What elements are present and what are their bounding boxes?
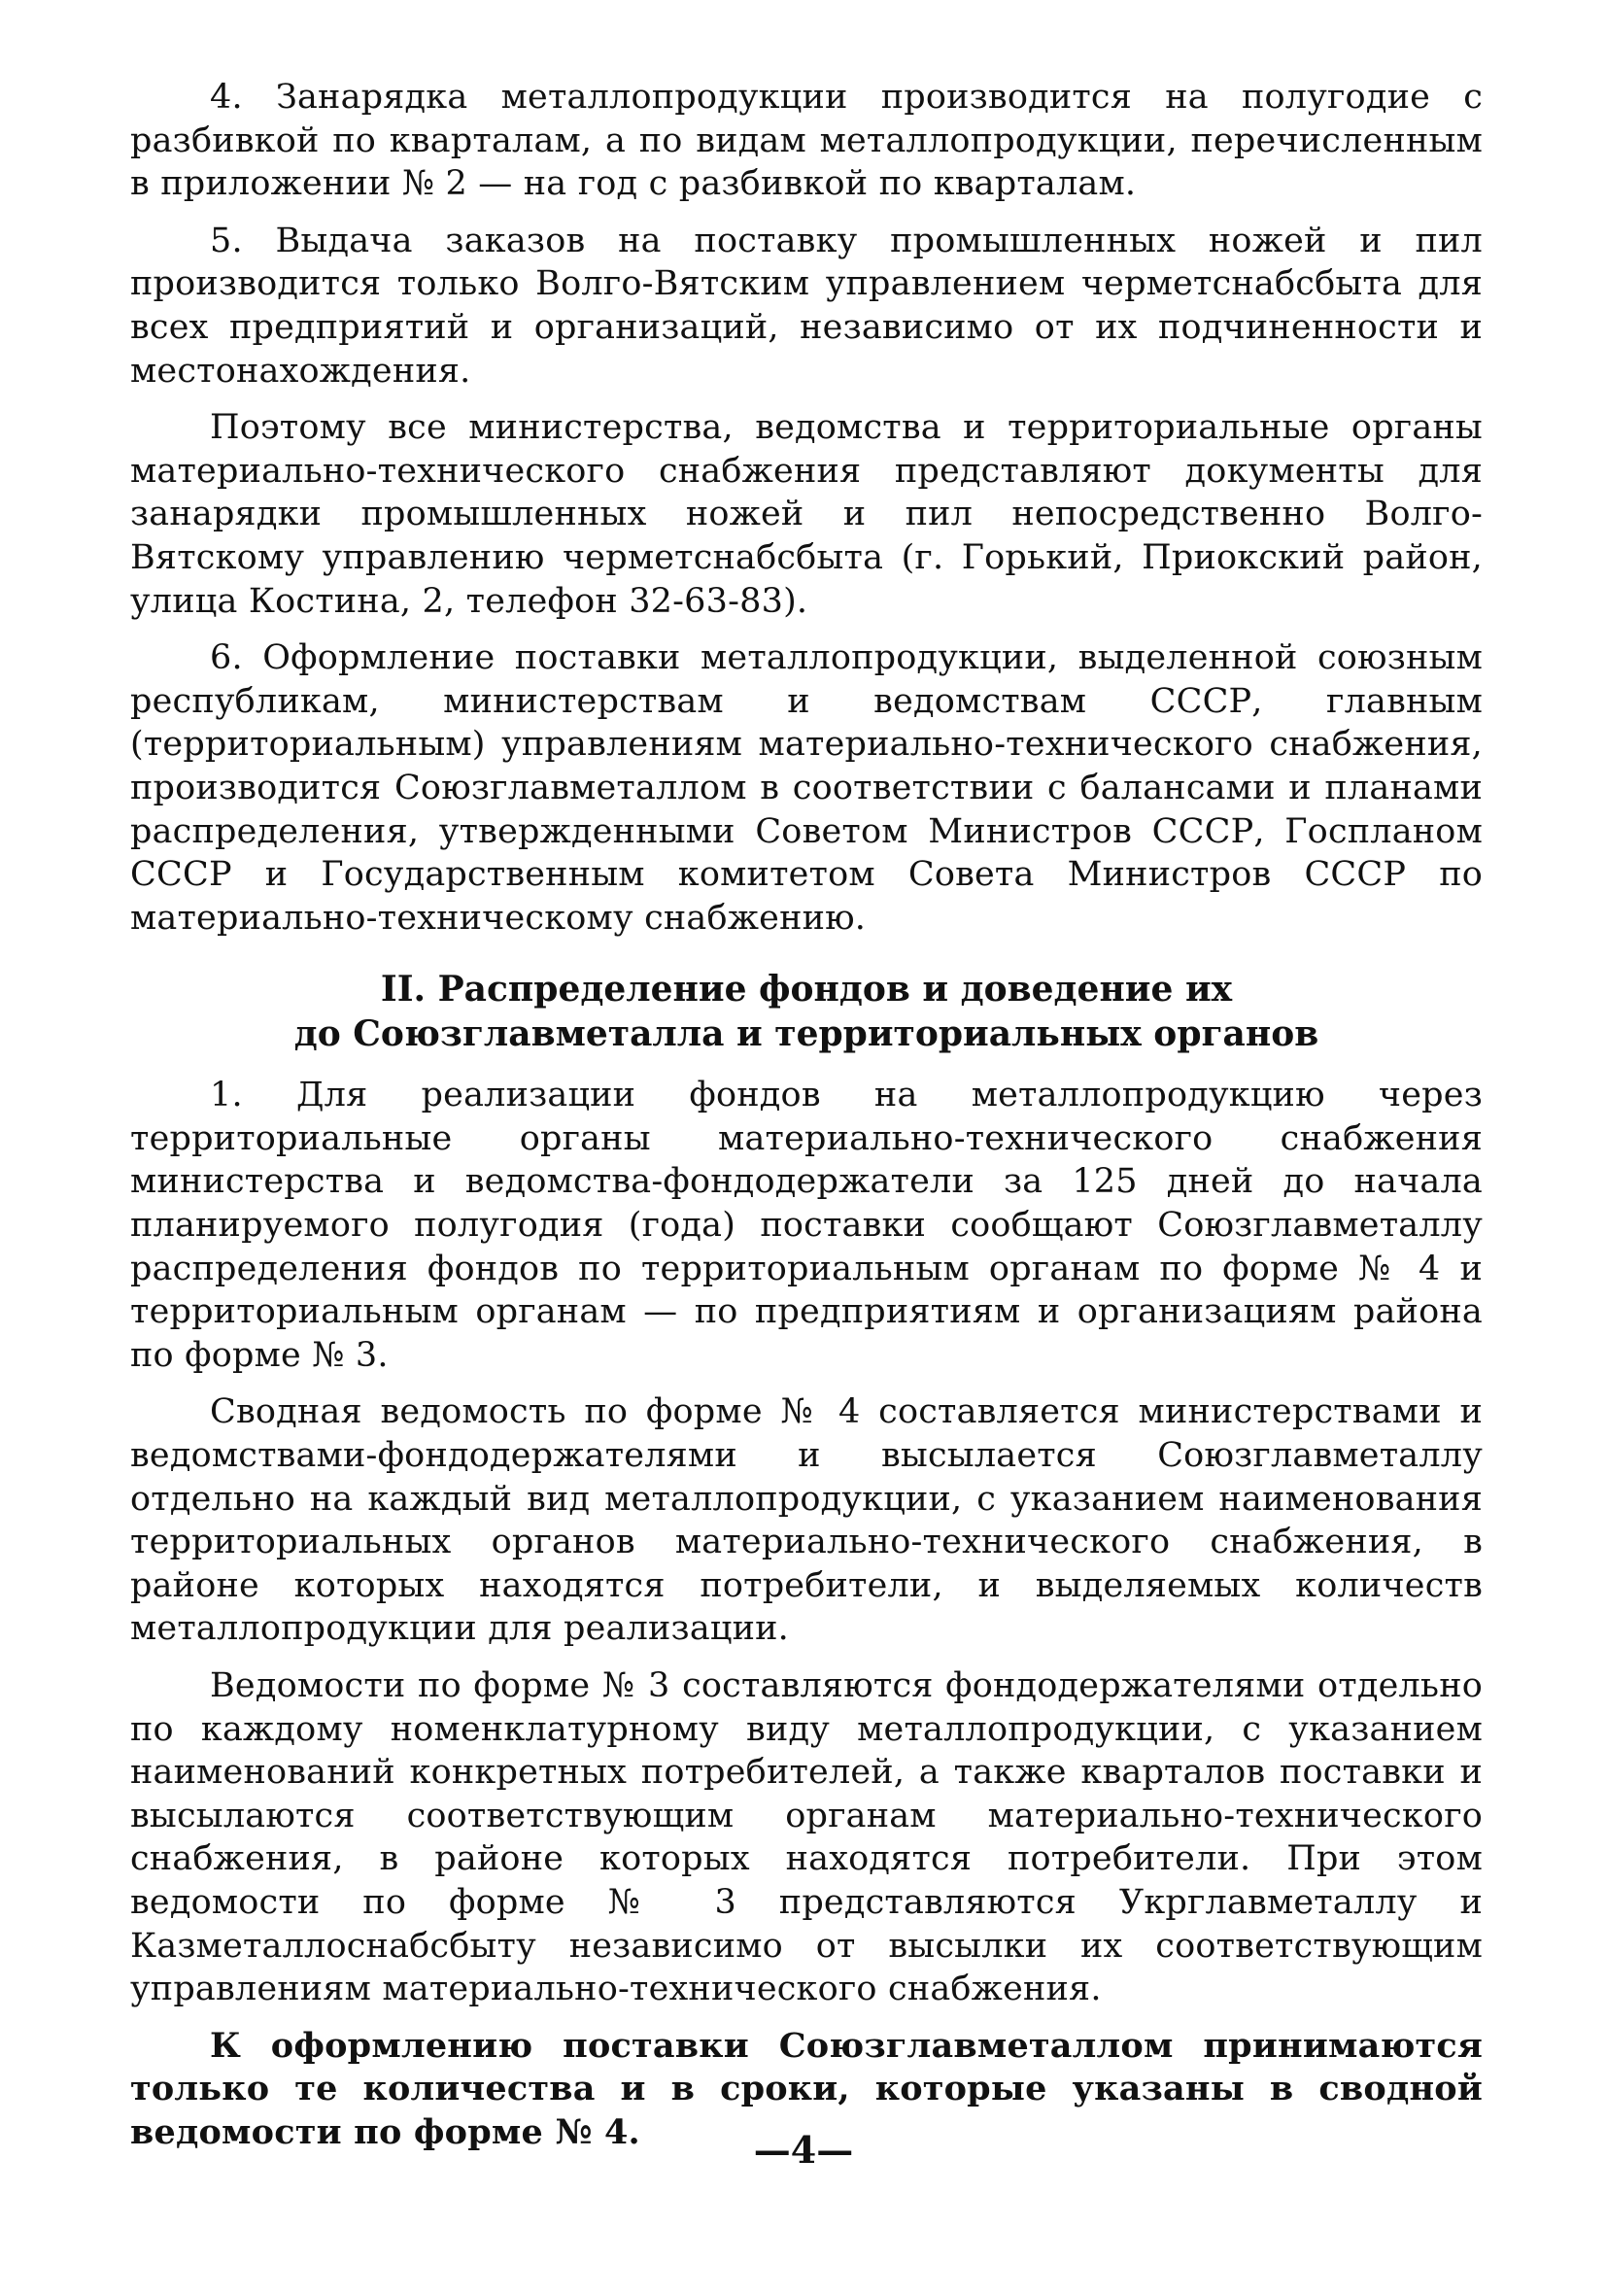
section-heading-line-2: до Союзглавметалла и территориальных органов xyxy=(293,1013,1319,1055)
paragraph-item-5: 5. Выдача заказов на поставку промышленных ножей и пил производится только Волго-Вятским управлением черметснабсбыта для всех предприятий и организаций, независимо от их подчиненности и местонахождения. xyxy=(130,221,1483,391)
paragraph-form-4: Сводная ведомость по форме № 4 составляется министерствами и ведомствами-фондодержателями и высылается Союзглавметаллу отдельно на каждый вид металлопродукции, с указанием наименования территориальных органов материально-технического снабжения, в районе которых находятся потребители, и выделяемых количеств металлопродукции для реализации. xyxy=(130,1392,1483,1649)
paragraph-knives-saws: Поэтому все министерства, ведомства и территориальные органы материально-технического снабжения представляют документы для занарядки промышленных ножей и пил непосредственно Волго-Вятскому управлению черметснабсбыта (г. Горький, Приокский район, улица Костина, 2, телефон 32-63-83). xyxy=(130,408,1483,621)
section-heading-line-1: II. Распределение фондов и доведение их xyxy=(380,969,1233,1011)
paragraph-form-3: Ведомости по форме № 3 составляются фондодержателями отдельно по каждому номенклатурному виду металлопродукции, с указанием наименований конкретных потребителей, а также кварталов поставки и высылаются соответствующим органам материально-технического снабжения, в районе которых находятся потребители. При этом ведомости по форме № 3 представляются Укрглавметаллу и Казметаллоснабсбыту независимо от высылки их соответствующим управлениям материально-технического снабжения. xyxy=(130,1666,1483,2009)
paragraph-item-4: 4. Занарядка металлопродукции производится на полугодие с разбивкой по кварталам, а по видам металлопродукции, перечисленным в приложении № 2 — на год с разбивкой по кварталам. xyxy=(130,78,1483,204)
page-number: —4— xyxy=(753,2128,854,2172)
document-page xyxy=(130,76,1483,2169)
section-heading xyxy=(130,967,1483,1056)
paragraph-closing: К оформлению поставки Союзглавметаллом принимаются только те количества и в сроки, которые указаны в сводной ведомости по форме № 4. xyxy=(130,2025,1483,2152)
paragraph-section-item-1: 1. Для реализации фондов на металлопродукцию через территориальные органы материально-технического снабжения министерства и ведомства-фондодержатели за 125 дней до начала планируемого полугодия (года) поставки сообщают Союзглавметаллу распределения фондов по территориальным органам по форме № 4 и территориальным органам — по предприятиям и организациям района по форме № 3. xyxy=(130,1076,1483,1375)
paragraph-item-6: 6. Оформление поставки металлопродукции, выделенной союзным республикам, министерствам и ведомствам СССР, главным (территориальным) управлениям материально-технического снабжения, производится Союзглавметаллом в соответствии с балансами и планами распределения, утвержденными Советом Министров СССР, Госпланом СССР и Государственным комитетом Совета Министров СССР по материально-техническому снабжению. xyxy=(130,638,1483,938)
